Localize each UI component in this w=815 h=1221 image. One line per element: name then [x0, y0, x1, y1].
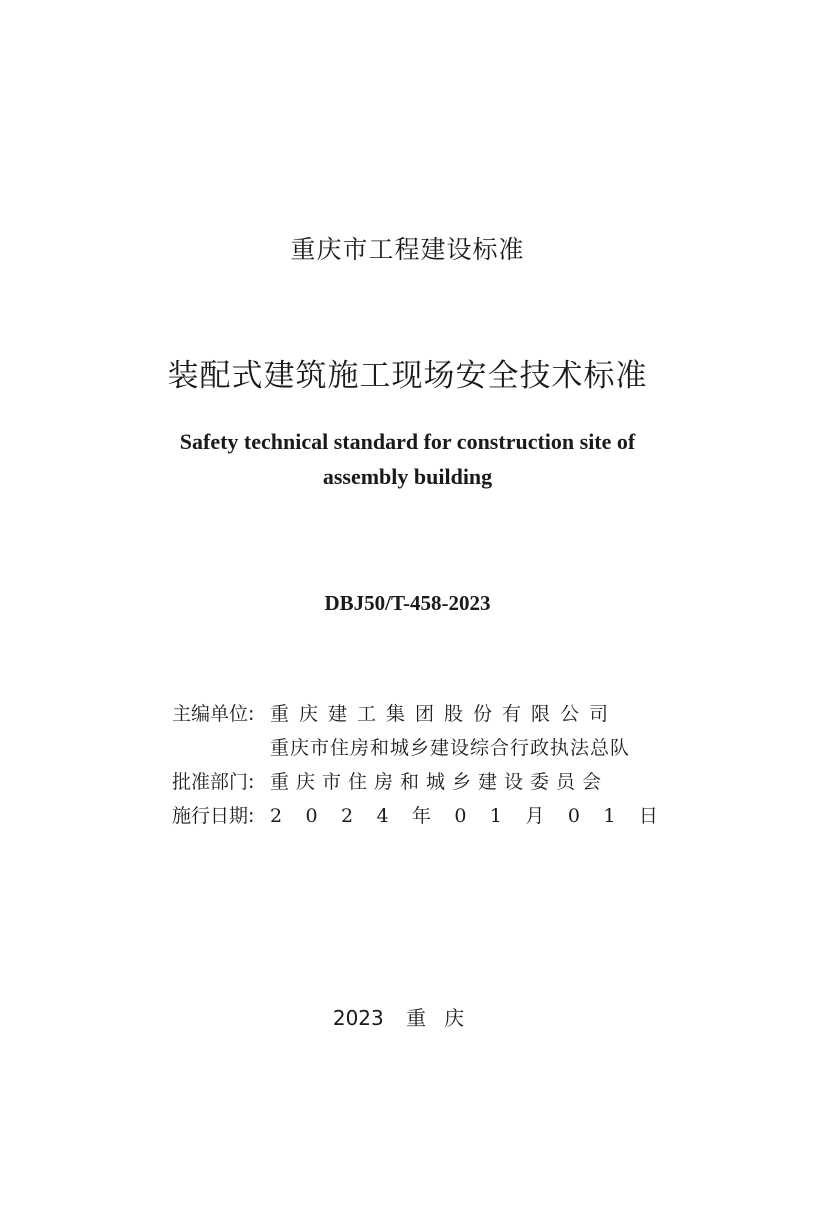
date-char: 0: [567, 805, 580, 827]
editor-row-2: [172, 734, 662, 768]
date-char: 4: [376, 805, 389, 827]
approver-department: 重庆市住房和城乡建设委员会: [270, 771, 609, 793]
approver-label: 批准部门:: [172, 771, 255, 793]
editor-unit-1: 重庆建工集团股份有限公司: [270, 703, 619, 725]
effective-date: [270, 802, 658, 830]
editor-label: 主编单位:: [172, 703, 255, 725]
date-char: 2: [341, 805, 354, 827]
date-char: 2: [270, 805, 283, 827]
standard-code: DBJ50/T-458-2023: [324, 591, 491, 615]
english-title-line-1: Safety technical standard for construction site of: [179, 429, 636, 454]
publication-footer: [0, 1002, 815, 1031]
english-title: [0, 424, 815, 494]
date-char: 日: [638, 805, 658, 827]
publication-year: 2023: [332, 1006, 384, 1030]
publication-info: [172, 700, 662, 836]
date-char: 1: [489, 805, 503, 827]
english-title-line-2: assembly building: [322, 464, 493, 489]
main-title: 装配式建筑施工现场安全技术标准: [167, 358, 648, 394]
editor-unit-2: 重庆市住房和城乡建设综合行政执法总队: [270, 737, 631, 759]
date-char: 月: [525, 805, 545, 827]
date-char: 0: [305, 805, 318, 827]
date-char: 年: [412, 805, 432, 827]
effective-date-label: 施行日期:: [172, 805, 255, 827]
editor-row: [172, 700, 662, 734]
approver-row: [172, 768, 662, 802]
date-char: 1: [603, 805, 616, 827]
publication-city: 重庆: [406, 1006, 483, 1030]
date-char: 0: [454, 805, 467, 827]
effective-date-row: [172, 802, 662, 836]
series-title: 重庆市工程建设标准: [290, 235, 525, 264]
